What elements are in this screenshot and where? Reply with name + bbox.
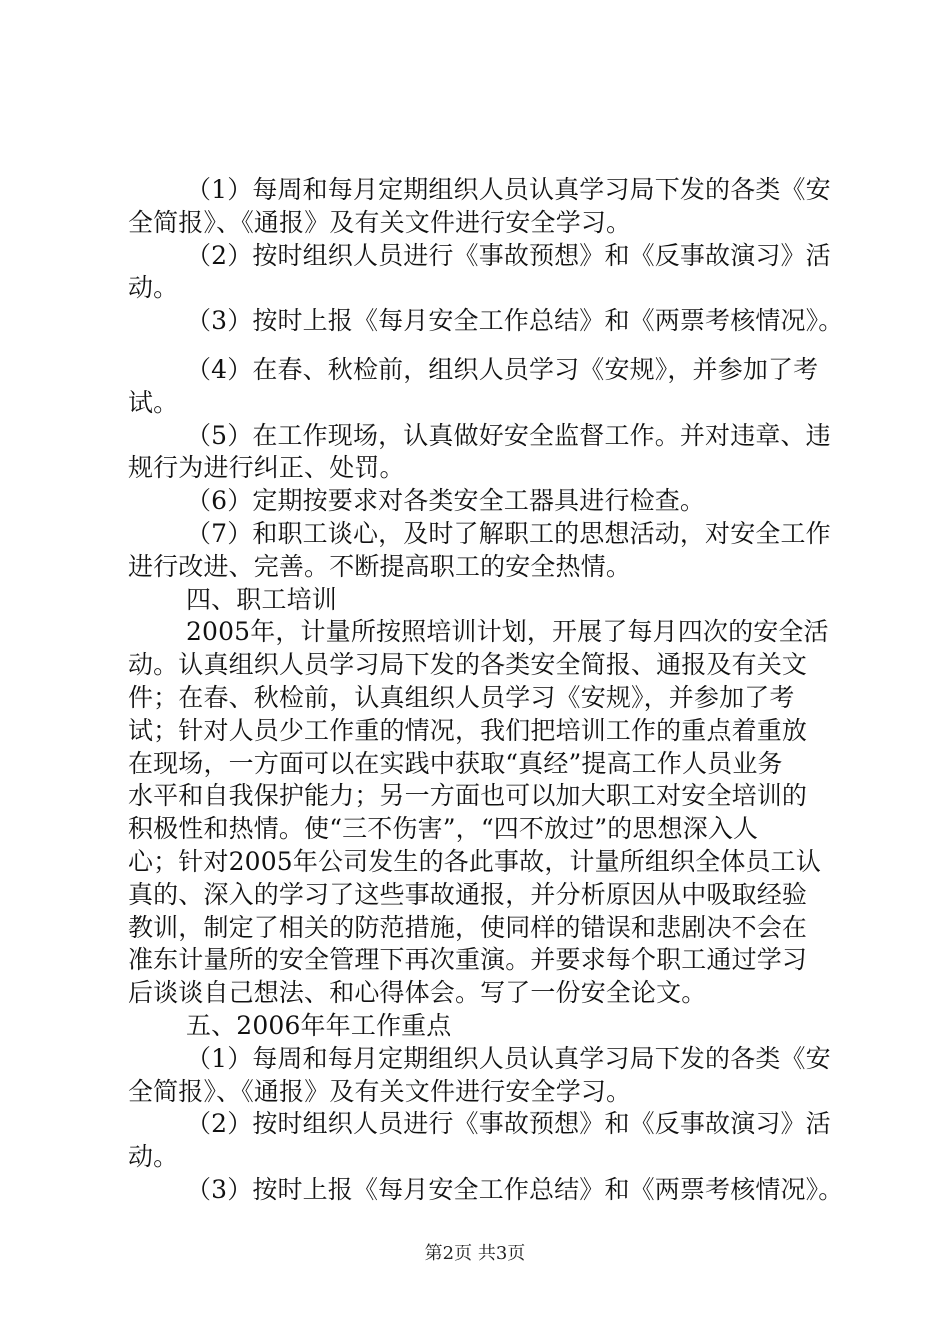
text-line: 教训，制定了相关的防范措施，使同样的错误和悲剧决不会在 <box>128 912 808 942</box>
text-line: 准东计量所的安全管理下再次重演。并要求每个职工通过学习 <box>128 945 808 975</box>
text-line: （5）在工作现场，认真做好安全监督工作。并对违章、违 <box>186 420 831 450</box>
text-line: 2005年，计量所按照培训计划，开展了每月四次的安全活 <box>186 617 829 647</box>
document-body <box>128 174 844 1207</box>
text-line: 后谈谈自己想法、和心得体会。写了一份安全论文。 <box>128 978 707 1008</box>
text-line: 试。 <box>128 387 179 417</box>
text-line: 动。 <box>128 1142 179 1172</box>
text-line: （2）按时组织人员进行《事故预想》和《反事故演习》活 <box>186 1109 831 1139</box>
section-heading: 四、职工培训 <box>186 584 337 614</box>
text-line: 动。 <box>128 273 179 303</box>
text-line: 进行改进、完善。不断提高职工的安全热情。 <box>128 551 632 581</box>
text-line: 件；在春、秋检前，认真组织人员学习《安规》，并参加了考 <box>128 682 795 712</box>
text-line: 积极性和热情。使“三不伤害”，“四不放过”的思想深入人 <box>128 814 759 844</box>
text-line: 心；针对2005年公司发生的各此事故，计量所组织全体员工认 <box>128 846 821 876</box>
text-line: 全简报》、《通报》及有关文件进行安全学习。 <box>128 1076 632 1106</box>
text-line: （2）按时组织人员进行《事故预想》和《反事故演习》活 <box>186 240 831 270</box>
text-line: 全简报》、《通报》及有关文件进行安全学习。 <box>128 207 632 237</box>
text-line: 真的、深入的学习了这些事故通报，并分析原因从中吸取经验 <box>128 879 808 909</box>
text-line: 试；针对人员少工作重的情况，我们把培训工作的重点着重放 <box>128 715 808 745</box>
text-line: （3）按时上报《每月安全工作总结》和《两票考核情况》。 <box>186 1174 844 1204</box>
section-heading: 五、2006年年工作重点 <box>186 1010 452 1040</box>
text-line: （6）定期按要求对各类安全工器具进行检查。 <box>186 486 706 516</box>
page-number-footer: 第2页 共3页 <box>424 1243 526 1264</box>
text-line: （1）每周和每月定期组织人员认真学习局下发的各类《安 <box>186 175 831 204</box>
text-line: （4）在春、秋检前，组织人员学习《安规》，并参加了考 <box>186 354 819 384</box>
text-line: 动。认真组织人员学习局下发的各类安全简报、通报及有关文 <box>128 650 808 680</box>
text-line: 规行为进行纠正、处罚。 <box>128 453 405 483</box>
text-line: （7）和职工谈心，及时了解职工的思想活动，对安全工作 <box>186 518 831 548</box>
text-line: （1）每周和每月定期组织人员认真学习局下发的各类《安 <box>186 1043 831 1073</box>
text-line: 在现场，一方面可以在实践中获取“真经”提高工作人员业务 <box>128 748 783 778</box>
text-line: 水平和自我保护能力；另一方面也可以加大职工对安全培训的 <box>128 781 808 811</box>
text-line: （3）按时上报《每月安全工作总结》和《两票考核情况》。 <box>186 306 844 336</box>
